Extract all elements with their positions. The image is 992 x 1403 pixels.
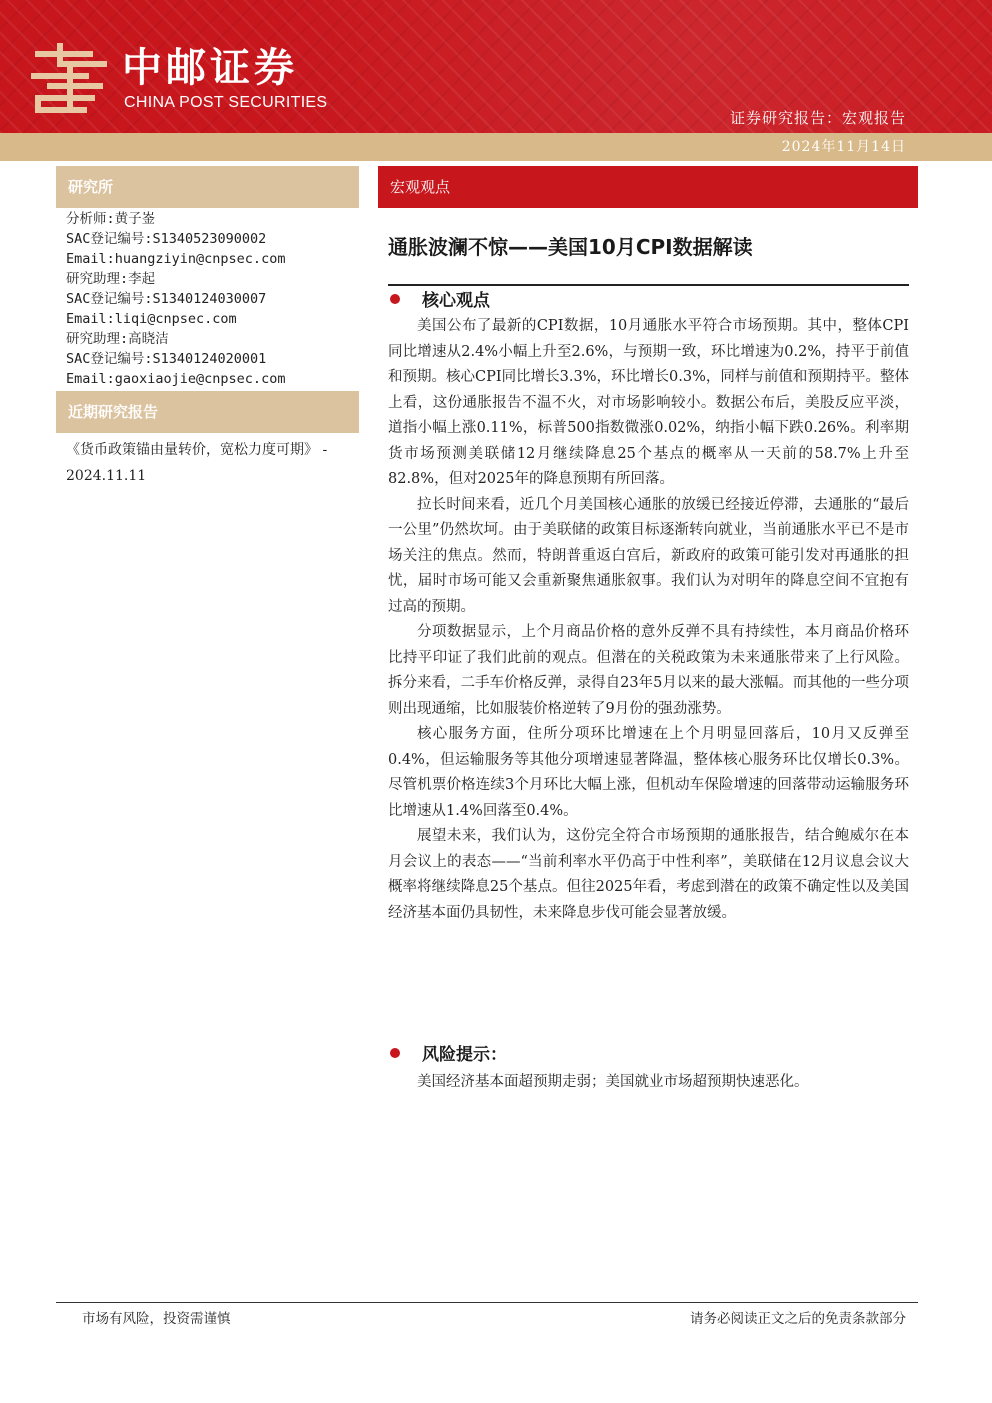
analyst-list: [66, 209, 366, 389]
footer-disclaimer-note: 请务必阅读正文之后的免责条款部分: [690, 1311, 906, 1327]
body-paragraph: 拉长时间来看，近几个月美国核心通胀的放缓已经接近停滞，去通胀的“最后一公里”仍然坎坷。由于美联储的政策目标逐渐转向就业，当前通胀水平已不是市场关注的焦点。然而，特朗普重返白宫后，新政府的政策可能引发对再通胀的担忧，届时市场可能又会重新聚焦通胀叙事。我们认为对明年的降息空间不宜抱有过高的预期。: [388, 496, 909, 615]
footer-risk-note: 市场有风险，投资需谨慎: [82, 1311, 231, 1327]
risk-body: 美国经济基本面超预期走弱；美国就业市场超预期快速恶化。: [417, 1074, 809, 1090]
category-bar: 宏观观点: [378, 166, 918, 208]
body-paragraph: 美国公布了最新的CPI数据，10月通胀水平符合市场预期。其中，整体CPI同比增速从2.4%小幅上升至2.6%，与预期一致，环比增速为0.2%，持平于前值和预期。核心CPI同比增长3.3%，环比增长0.3%，同样与前值和预期持平。整体上看，这份通胀报告不温不火，对市场影响较小。数据公布后，美股反应平淡，道指小幅上涨0.11%，标普500指数微涨0.02%，纳指小幅下跌0.26%。利率期货市场预测美联储12月继续降息25个基点的概率从一天前的58.7%上升至82.8%，但对2025年的降息预期有所回落。: [388, 318, 909, 487]
risk-heading: [390, 1043, 507, 1067]
analyst-line: SAC登记编号:S1340124030007: [66, 291, 267, 307]
analyst-email[interactable]: Email:huangziyin@cnpsec.com: [66, 251, 286, 267]
analyst-line: SAC登记编号:S1340124020001: [66, 351, 267, 367]
body-paragraph: 展望未来，我们认为，这份完全符合市场预期的通胀报告，结合鲍威尔在本月会议上的表态——“当前利率水平仍高于中性利率”，美联储在12月议息会议大概率将继续降息25个基点。但往2025年看，考虑到潜在的政策不确定性以及美国经济基本面仍具韧性，未来降息步伐可能会显著放缓。: [388, 828, 909, 921]
core-view-body: [388, 314, 909, 926]
institute-heading: 研究所: [56, 166, 359, 208]
header-banner: [0, 0, 992, 133]
risk-label: 风险提示：: [422, 1045, 507, 1065]
page-title: 通胀波澜不惊——美国10月CPI数据解读: [388, 235, 753, 259]
report-type: 证券研究报告：宏观报告: [729, 109, 906, 127]
report-date: 2024年11月14日: [781, 139, 906, 155]
bullet-dot-icon: [390, 1048, 400, 1058]
analyst-email[interactable]: Email:liqi@cnpsec.com: [66, 311, 237, 327]
bullet-dot-icon: [390, 294, 400, 304]
body-paragraph: 核心服务方面，住所分项环比增速在上个月明显回落后，10月又反弹至0.4%，但运输服务等其他分项增速显著降温，整体核心服务环比仅增长0.3%。尽管机票价格连续3个月环比大幅上涨，但机动车保险增速的回落带动运输服务环比增速从1.4%回落至0.4%。: [388, 726, 909, 819]
analyst-line: 研究助理:高晓洁: [66, 331, 169, 347]
brand-name-cn: 中邮证券: [122, 45, 298, 91]
recent-report-link[interactable]: 《货币政策锚由量转价，宽松力度可期》 - 2024.11.11: [66, 442, 328, 484]
title-divider: [388, 284, 909, 286]
analyst-line: 分析师:黄子崟: [66, 211, 156, 227]
recent-reports-heading: 近期研究报告: [56, 391, 359, 433]
core-view-heading: [390, 289, 490, 313]
footer-divider: [56, 1302, 918, 1303]
analyst-email[interactable]: Email:gaoxiaojie@cnpsec.com: [66, 371, 286, 387]
brand-name-en: CHINA POST SECURITIES: [124, 94, 328, 111]
body-paragraph: 分项数据显示，上个月商品价格的意外反弹不具有持续性，本月商品价格环比持平印证了我们此前的观点。但潜在的关税政策为未来通胀带来了上行风险。拆分来看，二手车价格反弹，录得自23年5月以来的最大涨幅。而其他的一些分项则出现通缩，比如服装价格逆转了9月份的强劲涨势。: [388, 624, 909, 717]
core-view-label: 核心观点: [422, 291, 490, 311]
analyst-line: SAC登记编号:S1340523090002: [66, 231, 267, 247]
analyst-line: 研究助理:李起: [66, 271, 156, 287]
china-post-logo-icon: [30, 40, 114, 116]
